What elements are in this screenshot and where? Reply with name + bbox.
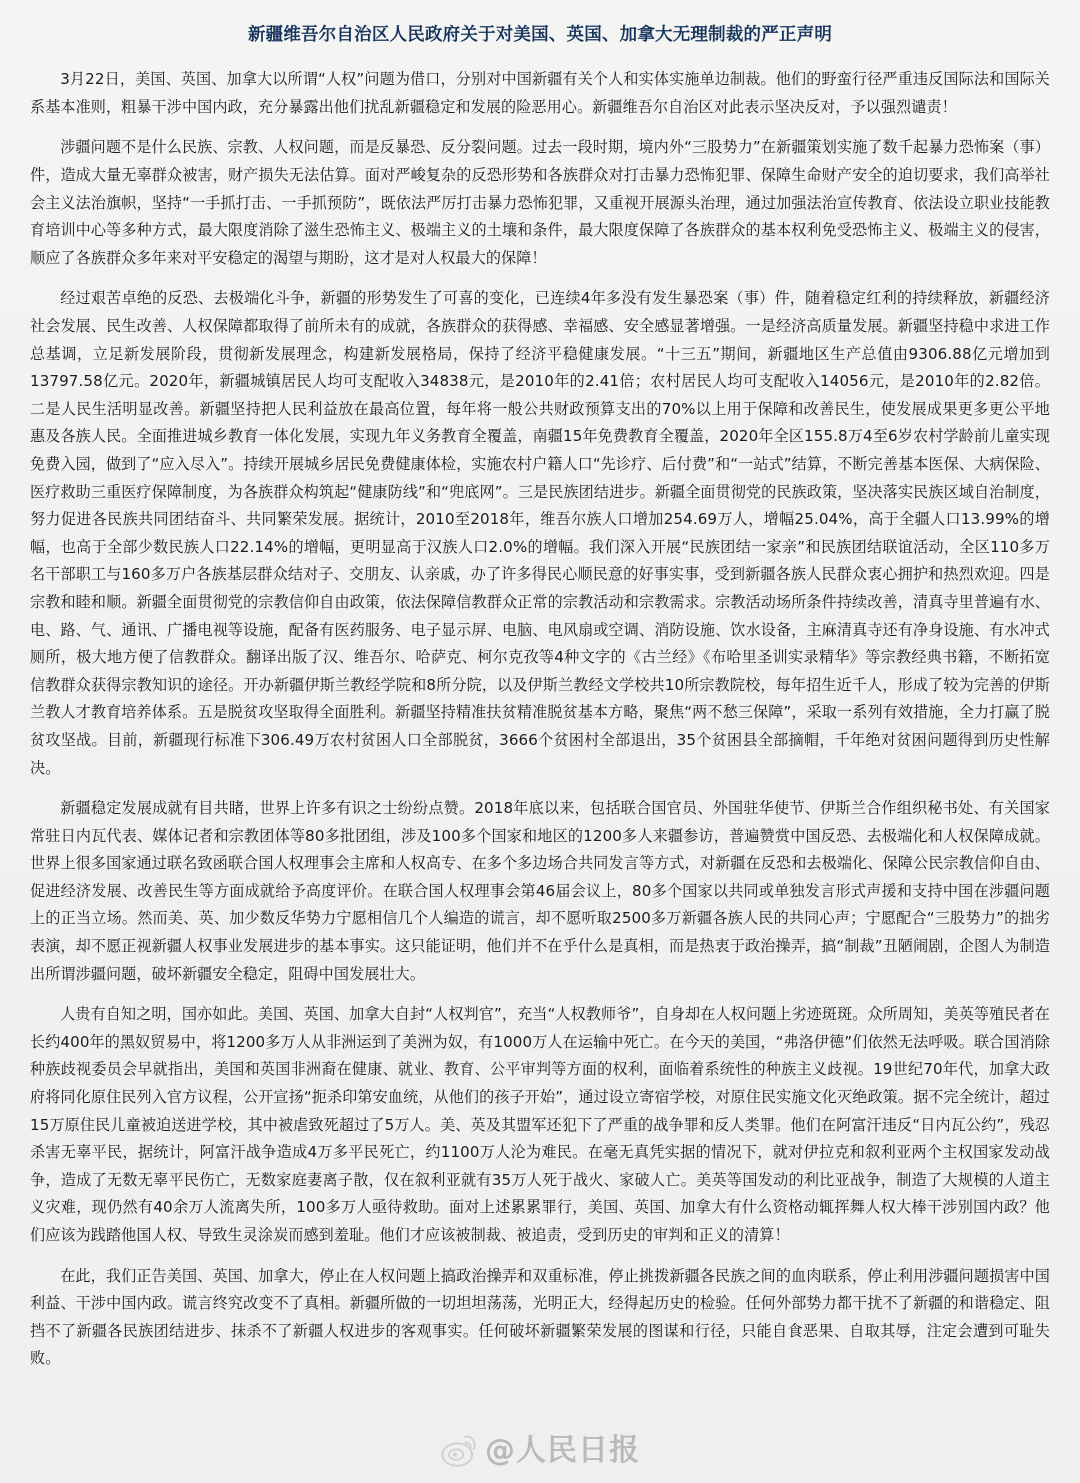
paragraph-6: 在此，我们正告美国、英国、加拿大，停止在人权问题上搞政治操弄和双重标准，停止挑拨新疆各民族之间的血肉联系，停止利用涉疆问题损害中国利益、干涉中国内政。谎言终究改变不了真相。新疆所做的一切坦坦荡荡，光明正大，经得起历史的检验。任何外部势力都干扰不了新疆的和谐稳定、阻挡不了新疆各民族团结进步、抹杀不了新疆人权进步的客观事实。任何破坏新疆繁荣发展的图谋和行径，只能自食恶果、自取其辱，注定会遭到可耻失败。 <box>30 1266 1050 1368</box>
statement-body <box>30 66 1050 1373</box>
watermark-text: @人民日报 <box>485 1433 640 1468</box>
paragraph-4: 新疆稳定发展成就有目共睹，世界上许多有识之士纷纷点赞。2018年底以来，包括联合国官员、外国驻华使节、伊斯兰合作组织秘书处、有关国家常驻日内瓦代表、媒体记者和宗教团体等80多批团组，涉及100多个国家和地区的1200多人来疆参访，普遍赞赏中国反恐、去极端化和人权保障成就。世界上很多国家通过联名致函联合国人权理事会主席和人权高专、在多个多边场合共同发言等方式，对新疆在反恐和去极端化、保障公民宗教信仰自由、促进经济发展、改善民生等方面成就给予高度评价。在联合国人权理事会第46届会议上，80多个国家以共同或单独发言形式声援和支持中国在涉疆问题上的正当立场。然而美、英、加少数反华势力宁愿相信几个人编造的谎言，却不愿听取2500多万新疆各族人民的共同心声；宁愿配合“三股势力”的拙劣表演，却不愿正视新疆人权事业发展进步的基本事实。这只能证明，他们并不在乎什么是真相，而是热衷于政治操弄，搞“制裁”丑陋闹剧，企图人为制造出所谓涉疆问题，破坏新疆安全稳定，阻碍中国发展壮大。 <box>30 799 1050 983</box>
page-title: 新疆维吾尔自治区人民政府关于对美国、英国、加拿大无理制裁的严正声明 <box>247 25 833 45</box>
paragraph-2: 涉疆问题不是什么民族、宗教、人权问题，而是反暴恐、反分裂问题。过去一段时期，境内外“三股势力”在新疆策划实施了数千起暴力恐怖案（事）件，造成大量无辜群众被害，财产损失无法估算。面对严峻复杂的反恐形势和各族群众对打击暴力恐怖犯罪、保障生命财产安全的迫切要求，我们高举社会主义法治旗帜，坚持“一手抓打击、一手抓预防”，既依法严厉打击暴力恐怖犯罪，又重视开展源头治理，通过加强法治宣传教育、依法设立职业技能教育培训中心等多种方式，最大限度消除了滋生恐怖主义、极端主义的土壤和条件，最大限度保障了各族群众的基本权利免受恐怖主义、极端主义的侵害，顺应了各族群众多年来对平安稳定的渴望与期盼，这才是对人权最大的保障！ <box>30 138 1050 267</box>
paragraph-1: 3月22日，美国、英国、加拿大以所谓“人权”问题为借口，分别对中国新疆有关个人和实体实施单边制裁。他们的野蛮行径严重违反国际法和国际关系基本准则，粗暴干涉中国内政，充分暴露出他们扰乱新疆稳定和发展的险恶用心。新疆维吾尔自治区对此表示坚决反对，予以强烈谴责！ <box>30 70 1050 116</box>
watermark <box>0 1425 1080 1477</box>
paragraph-5: 人贵有自知之明，国亦如此。美国、英国、加拿大自封“人权判官”，充当“人权教师爷”，自身却在人权问题上劣迹斑斑。众所周知，美英等殖民者在长约400年的黑奴贸易中，将1200多万人从非洲运到了美洲为奴，有1000万人在运输中死亡。在今天的美国，“弗洛伊德”们依然无法呼吸。联合国消除种族歧视委员会早就指出，美国和英国非洲裔在健康、就业、教育、公平审判等方面的权利，面临着系统性的种族主义歧视。19世纪70年代，加拿大政府将同化原住民列入官方议程，公开宣扬“扼杀印第安血统，从他们的孩子开始”，通过设立寄宿学校，对原住民实施文化灭绝政策。据不完全统计，超过15万原住民儿童被迫送进学校，其中被虐致死超过了5万人。美、英及其盟军还犯下了严重的战争罪和反人类罪。他们在阿富汗违反“日内瓦公约”，残忍杀害无辜平民，据统计，阿富汗战争造成4万多平民死亡，约1100万人沦为难民。在毫无真凭实据的情况下，就对伊拉克和叙利亚两个主权国家发动战争，造成了无数无辜平民伤亡，无数家庭妻离子散，仅在叙利亚就有35万人死于战火、家破人亡。美英等国发动的利比亚战争，制造了大规模的人道主义灾难，现仍然有40余万人流离失所，100多万人亟待救助。面对上述累累罪行，美国、英国、加拿大有什么资格动辄挥舞人权大棒干涉别国内政？他们应该为践踏他国人权、导致生灵涂炭而感到羞耻。他们才应该被制裁、被追责，受到历史的审判和正义的清算！ <box>30 1005 1050 1244</box>
paragraph-3: 经过艰苦卓绝的反恐、去极端化斗争，新疆的形势发生了可喜的变化，已连续4年多没有发生暴恐案（事）件，随着稳定红利的持续释放，新疆经济社会发展、民生改善、人权保障都取得了前所未有的成就，各族群众的获得感、幸福感、安全感显著增强。一是经济高质量发展。新疆坚持稳中求进工作总基调，立足新发展阶段，贯彻新发展理念，构建新发展格局，保持了经济平稳健康发展。“十三五”期间，新疆地区生产总值由9306.88亿元增加到13797.58亿元。2020年，新疆城镇居民人均可支配收入34838元，是2010年的2.41倍；农村居民人均可支配收入14056元，是2010年的2.82倍。二是人民生活明显改善。新疆坚持把人民利益放在最高位置，每年将一般公共财政预算支出的70%以上用于保障和改善民生，使发展成果更多更公平地惠及各族人民。全面推进城乡教育一体化发展，实现九年义务教育全覆盖，南疆15年免费教育全覆盖，2020年全区155.8万4至6岁农村学龄前儿童实现免费入园，做到了“应入尽入”。持续开展城乡居民免费健康体检，实施农村户籍人口“先诊疗、后付费”和“一站式”结算，不断完善基本医保、大病保险、医疗救助三重医疗保障制度，为各族群众构筑起“健康防线”和“兜底网”。三是民族团结进步。新疆全面贯彻党的民族政策，坚决落实民族区域自治制度，努力促进各民族共同团结奋斗、共同繁荣发展。据统计，2010至2018年，维吾尔族人口增加254.69万人，增幅25.04%，高于全疆人口13.99%的增幅，也高于全部少数民族人口22.14%的增幅，更明显高于汉族人口2.0%的增幅。我们深入开展“民族团结一家亲”和民族团结联谊活动，全区110多万名干部职工与160多万户各族基层群众结对子、交朋友、认亲戚，办了许多得民心顺民意的好事实事，受到新疆各族人民群众衷心拥护和热烈欢迎。四是宗教和睦和顺。新疆全面贯彻党的宗教信仰自由政策，依法保障信教群众正常的宗教活动和宗教需求。宗教活动场所条件持续改善，清真寺里普遍有水、电、路、气、通讯、广播电视等设施，配备有医药服务、电子显示屏、电脑、电风扇或空调、消防设施、饮水设备，主麻清真寺还有净身设施、有水冲式厕所，极大地方便了信教群众。翻译出版了汉、维吾尔、哈萨克、柯尔克孜等4种文字的《古兰经》《布哈里圣训实录精华》等宗教经典书籍，不断拓宽信教群众获得宗教知识的途径。开办新疆伊斯兰教经学院和8所分院，以及伊斯兰教经文学校共10所宗教院校，每年招生近千人，形成了较为完善的伊斯兰教人才教育培养体系。五是脱贫攻坚取得全面胜利。新疆坚持精准扶贫精准脱贫基本方略，聚焦“两不愁三保障”，采取一系列有效措施，全力打赢了脱贫攻坚战。目前，新疆现行标准下306.49万农村贫困人口全部脱贫，3666个贫困村全部退出，35个贫困县全部摘帽，千年绝对贫困问题得到历史性解决。 <box>30 289 1050 777</box>
weibo-logo-icon <box>440 1432 478 1470</box>
